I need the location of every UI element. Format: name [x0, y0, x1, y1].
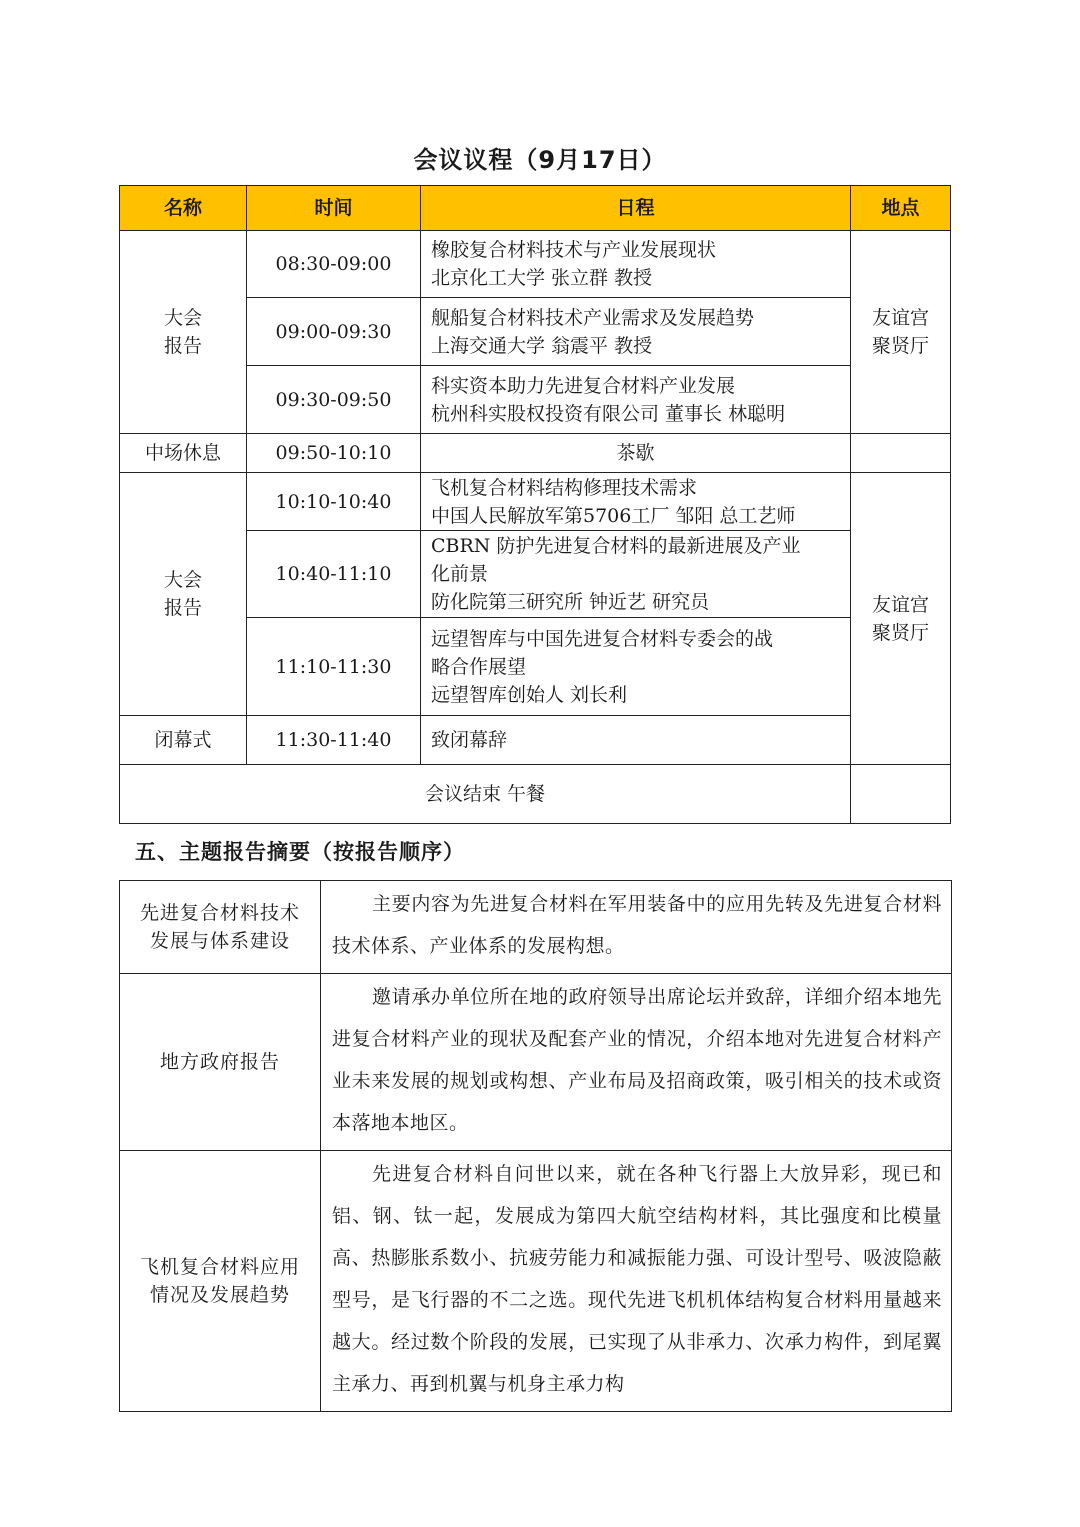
session-schedule — [421, 473, 851, 531]
session-schedule — [421, 298, 851, 366]
header-schedule: 日程 — [421, 186, 851, 231]
break-time: 09:50-10:10 — [247, 434, 421, 473]
summary-table — [119, 880, 952, 1412]
schedule-speaker: 中国人民解放军第5706工厂 邹阳 总工艺师 — [431, 504, 796, 527]
break-schedule: 茶歇 — [421, 434, 851, 473]
agenda-header-row — [120, 186, 951, 231]
session-name-line: 大会 报告 — [163, 569, 202, 619]
schedule-speaker: 远望智库创始人 刘长利 — [431, 683, 628, 706]
schedule-topic: 远望智库与中国先进复合材料专委会的战 — [431, 627, 774, 650]
session-time: 08:30-09:00 — [247, 231, 421, 298]
schedule-topic: 飞机复合材料结构修理技术需求 — [431, 476, 698, 499]
session-time: 10:10-10:40 — [247, 473, 421, 531]
summary-topic: 飞机复合材料应用情况及发展趋势 — [120, 1151, 321, 1412]
schedule-topic-cont: 略合作展望 — [431, 655, 527, 678]
schedule-topic: CBRN 防护先进复合材料的最新进展及产业 — [431, 535, 801, 557]
closing-name: 闭幕式 — [120, 716, 247, 765]
schedule-speaker: 杭州科实股权投资有限公司 董事长 林聪明 — [431, 402, 786, 425]
schedule-speaker: 防化院第三研究所 钟近艺 研究员 — [431, 591, 710, 613]
session-location — [851, 473, 951, 765]
break-location — [851, 434, 951, 473]
summary-content: 先进复合材料自问世以来，就在各种飞行器上大放异彩，现已和铝、钢、钛一起，发展成为第四大航空结构材料，其比强度和比模量高、热膨胀系数小、抗疲劳能力和减振能力强、可设计型号、吸波隐蔽型号，是飞行器的不二之选。现代先进飞机机体结构复合材料用量越来越大。经过数个阶段的发展，已实现了从非承力、次承力构件，到尾翼主承力、再到机翼与机身主承力构 — [321, 1151, 952, 1412]
table-row — [120, 974, 952, 1151]
header-time: 时间 — [247, 186, 421, 231]
summary-content: 主要内容为先进复合材料在军用装备中的应用先转及先进复合材料技术体系、产业体系的发展构想。 — [321, 881, 952, 974]
table-row — [120, 434, 951, 473]
summary-content: 邀请承办单位所在地的政府领导出席论坛并致辞，详细介绍本地先进复合材料产业的现状及配套产业的情况，介绍本地对先进复合材料产业未来发展的规划或构想、产业布局及招商政策，吸引相关的技术或资本落地本地区。 — [321, 974, 952, 1151]
session-location-line: 友谊宫 聚贤厅 — [871, 593, 929, 644]
schedule-speaker: 上海交通大学 翁震平 教授 — [431, 334, 653, 357]
section-heading: 五、主题报告摘要（按报告顺序） — [135, 840, 465, 864]
session-name — [120, 231, 247, 434]
schedule-topic-cont: 化前景 — [431, 563, 489, 585]
table-row — [120, 1151, 952, 1412]
session-time: 11:10-11:30 — [247, 618, 421, 716]
schedule-topic: 橡胶复合材料技术与产业发展现状 — [431, 239, 717, 261]
header-name: 名称 — [120, 186, 247, 231]
closing-schedule: 致闭幕辞 — [421, 716, 851, 765]
session-schedule — [421, 531, 851, 618]
session-schedule — [421, 231, 851, 298]
table-row — [120, 881, 952, 974]
end-note: 会议结束 午餐 — [120, 765, 851, 824]
session-time: 09:30-09:50 — [247, 366, 421, 434]
break-name: 中场休息 — [120, 434, 247, 473]
closing-time: 11:30-11:40 — [247, 716, 421, 765]
session-schedule — [421, 366, 851, 434]
schedule-topic: 舰船复合材料技术产业需求及发展趋势 — [431, 306, 755, 329]
agenda-table — [119, 185, 951, 824]
session-schedule — [421, 618, 851, 716]
summary-topic: 先进复合材料技术发展与体系建设 — [120, 881, 321, 974]
table-row — [120, 765, 951, 824]
schedule-topic: 科实资本助力先进复合材料产业发展 — [431, 374, 736, 397]
session-location-line: 友谊宫 聚贤厅 — [871, 307, 929, 357]
session-name — [120, 473, 247, 716]
agenda-title: 会议议程（9月17日） — [413, 146, 667, 174]
header-location: 地点 — [851, 186, 951, 231]
schedule-speaker: 北京化工大学 张立群 教授 — [431, 267, 653, 289]
table-row — [120, 231, 951, 298]
table-row — [120, 473, 951, 531]
end-location — [851, 765, 951, 824]
table-row — [120, 716, 951, 765]
session-time: 10:40-11:10 — [247, 531, 421, 618]
session-location — [851, 231, 951, 434]
session-time: 09:00-09:30 — [247, 298, 421, 366]
session-name-line: 大会 报告 — [163, 307, 202, 357]
summary-topic: 地方政府报告 — [120, 974, 321, 1151]
